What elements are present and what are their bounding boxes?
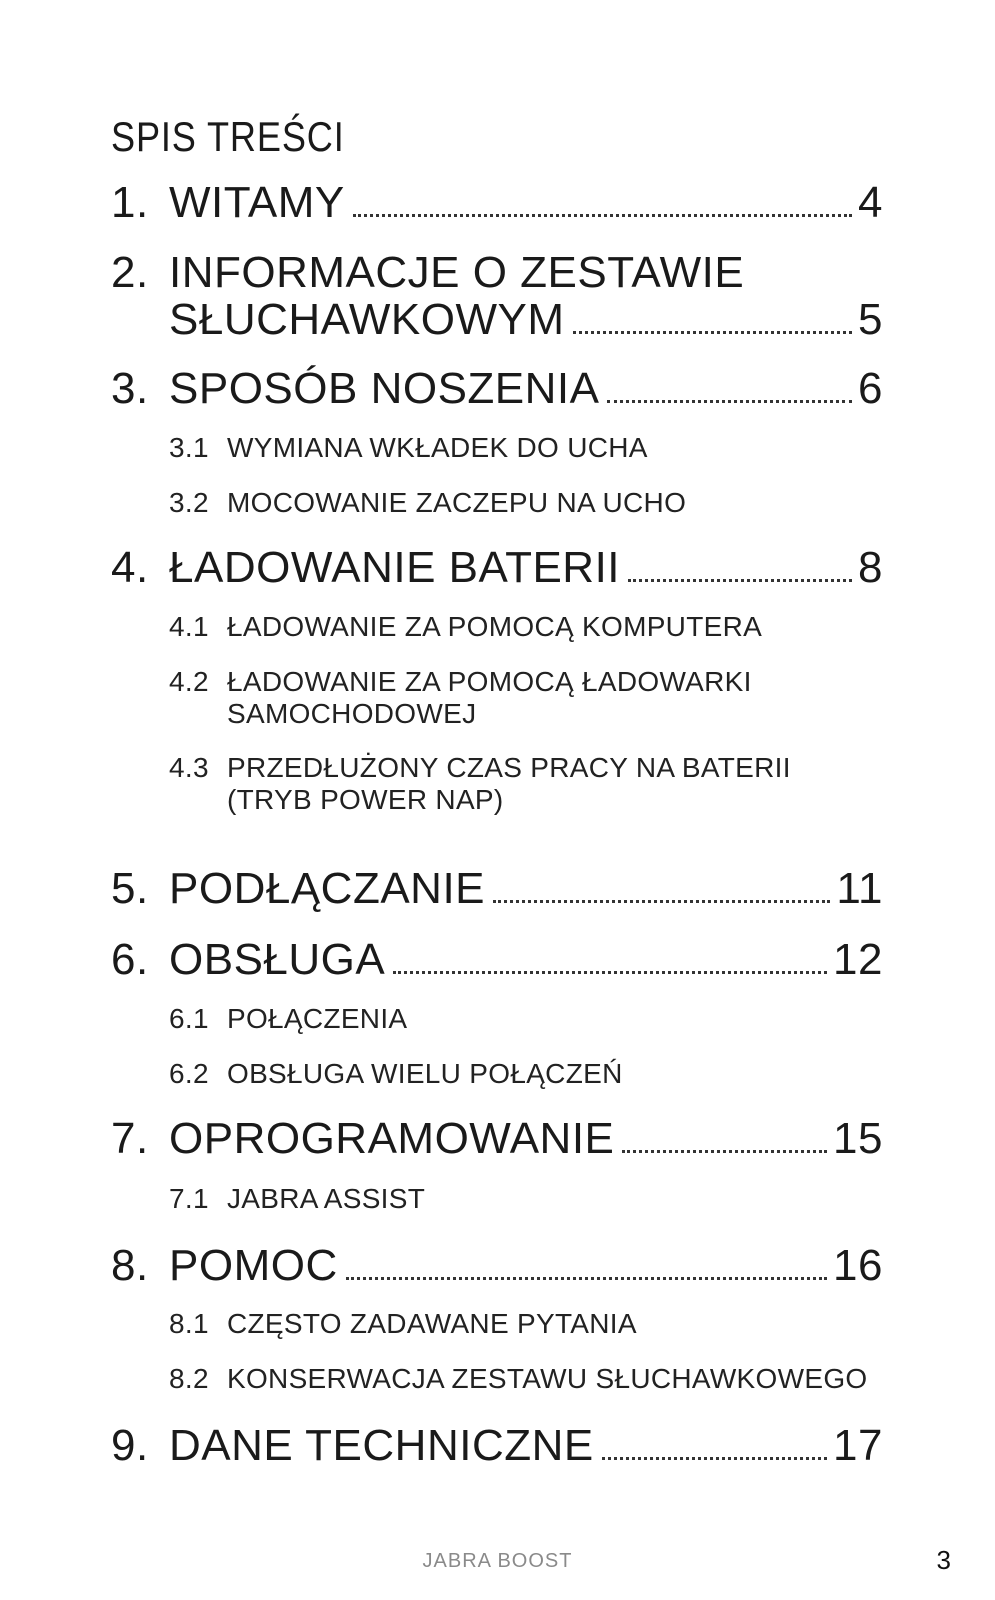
subsection-title: POŁĄCZENIA (227, 1003, 408, 1034)
section-page: 6 (858, 364, 883, 413)
toc-subentry-7-1[interactable] (169, 1183, 869, 1215)
subsection-title-line1: ŁADOWANIE ZA POMOCĄ ŁADOWARKI (227, 666, 752, 697)
subsection-title: WYMIANA WKŁADEK DO UCHA (227, 432, 648, 463)
section-title: POMOC (169, 1241, 338, 1290)
page-number: 3 (936, 1545, 951, 1575)
section-title-line1: INFORMACJE O ZESTAWIE (169, 248, 745, 297)
page-title: SPIS TREŚCI (111, 113, 345, 160)
section-title: OBSŁUGA (169, 935, 386, 984)
dot-leader (493, 900, 830, 903)
section-number: 1. (111, 178, 149, 227)
section-page: 5 (858, 295, 883, 344)
section-page: 17 (833, 1421, 883, 1470)
section-page: 12 (833, 935, 883, 984)
subsection-number: 6.1 (169, 1003, 209, 1034)
toc-entry-2-line1[interactable] (111, 247, 883, 299)
section-number: 2. (111, 248, 149, 297)
toc-subentry-8-1[interactable] (169, 1308, 869, 1340)
section-title: OPROGRAMOWANIE (169, 1114, 615, 1163)
dot-leader (393, 971, 827, 974)
subsection-number: 4.3 (169, 752, 209, 783)
toc-entry-2-line2[interactable] (169, 294, 883, 346)
section-title: DANE TECHNICZNE (169, 1421, 594, 1470)
subsection-number: 6.2 (169, 1058, 209, 1089)
section-page: 8 (858, 543, 883, 592)
toc-entry-3[interactable] (111, 363, 883, 415)
dot-leader (353, 214, 852, 217)
subsection-number: 4.1 (169, 611, 209, 642)
toc-subentry-4-1[interactable] (169, 611, 869, 643)
toc-entry-7[interactable] (111, 1113, 883, 1165)
subsection-title-line2: SAMOCHODOWEJ (227, 698, 477, 729)
dot-leader (628, 579, 852, 582)
toc-subentry-3-1[interactable] (169, 432, 869, 464)
section-page: 4 (858, 178, 883, 227)
dot-leader (573, 331, 853, 334)
subsection-title: JABRA ASSIST (227, 1183, 426, 1214)
section-title: ŁADOWANIE BATERII (169, 543, 621, 592)
section-number: 4. (111, 543, 149, 592)
section-number: 7. (111, 1114, 149, 1163)
toc-entry-8[interactable] (111, 1240, 883, 1292)
section-title: SŁUCHAWKOWYM (169, 295, 565, 344)
subsection-title: OBSŁUGA WIELU POŁĄCZEŃ (227, 1058, 623, 1089)
subsection-title: MOCOWANIE ZACZEPU NA UCHO (227, 487, 687, 518)
section-title: WITAMY (169, 178, 345, 227)
section-title: SPOSÓB NOSZENIA (169, 364, 600, 413)
subsection-number: 4.2 (169, 666, 209, 697)
subsection-title-line1: PRZEDŁUŻONY CZAS PRACY NA BATERII (227, 752, 791, 783)
section-page: 15 (833, 1114, 883, 1163)
section-page: 16 (833, 1241, 883, 1290)
section-title: PODŁĄCZANIE (169, 864, 486, 913)
section-number: 6. (111, 935, 149, 984)
toc-entry-5[interactable] (111, 863, 883, 915)
subsection-title: ŁADOWANIE ZA POMOCĄ KOMPUTERA (227, 611, 763, 642)
toc-entry-6[interactable] (111, 934, 883, 986)
toc-subentry-4-2[interactable] (169, 666, 869, 730)
subsection-number: 3.1 (169, 432, 209, 463)
section-page: 11 (836, 864, 883, 913)
dot-leader (346, 1277, 827, 1280)
section-number: 8. (111, 1241, 149, 1290)
toc-entry-4[interactable] (111, 542, 883, 594)
dot-leader (622, 1150, 827, 1153)
subsection-number: 8.2 (169, 1363, 209, 1394)
subsection-title: KONSERWACJA ZESTAWU SŁUCHAWKOWEGO (227, 1363, 868, 1394)
footer-brand: JABRA BOOST (422, 1550, 573, 1572)
toc-subentry-8-2[interactable] (169, 1363, 869, 1395)
subsection-number: 3.2 (169, 487, 209, 518)
section-number: 9. (111, 1421, 149, 1470)
subsection-number: 7.1 (169, 1183, 209, 1214)
toc-subentry-6-1[interactable] (169, 1003, 869, 1035)
subsection-title (227, 666, 869, 730)
dot-leader (607, 400, 852, 403)
dot-leader (602, 1457, 827, 1460)
subsection-number: 8.1 (169, 1308, 209, 1339)
toc-subentry-3-2[interactable] (169, 487, 869, 519)
toc-subentry-6-2[interactable] (169, 1058, 869, 1090)
section-number: 5. (111, 864, 149, 913)
toc-subentry-4-3[interactable] (169, 752, 869, 816)
subsection-title (227, 752, 869, 816)
section-number: 3. (111, 364, 149, 413)
subsection-title-line2: (TRYB POWER NAP) (227, 784, 504, 815)
toc-entry-1[interactable] (111, 177, 883, 229)
subsection-title: CZĘSTO ZADAWANE PYTANIA (227, 1308, 637, 1339)
toc-entry-9[interactable] (111, 1420, 883, 1472)
